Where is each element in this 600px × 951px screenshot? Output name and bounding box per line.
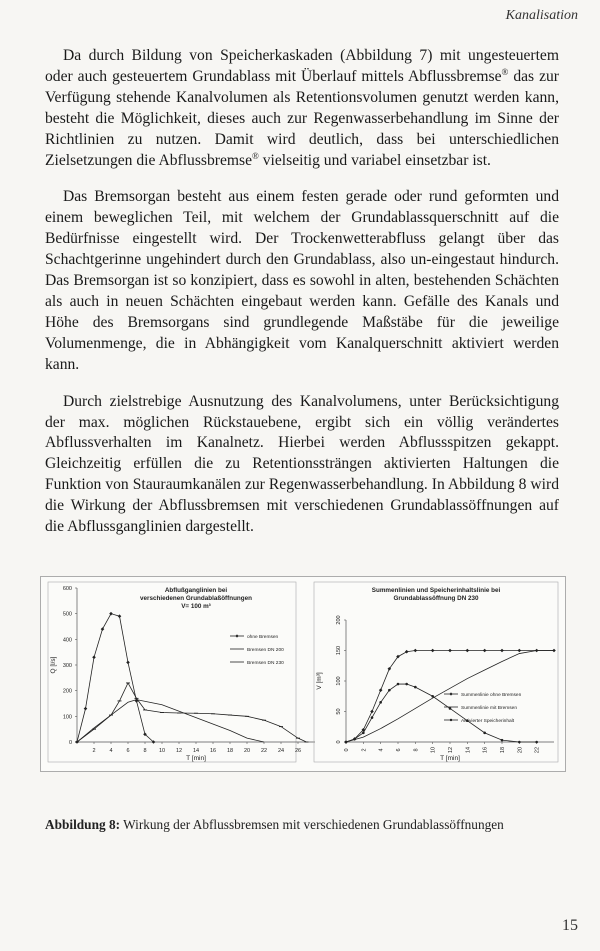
figure-8 (40, 576, 566, 772)
caption-label: Abbildung 8: (45, 817, 121, 832)
y-tick-label: 400 (62, 637, 72, 644)
y-tick-label: 300 (62, 663, 72, 669)
y-tick-label: 200 (336, 615, 342, 625)
data-point (388, 689, 391, 692)
paragraph-1-part-3: vielseitig und variabel einsetzbar ist. (258, 151, 491, 169)
x-tick-label: 12 (448, 746, 454, 754)
x-tick-label: 6 (396, 748, 402, 752)
x-tick-label: 14 (192, 748, 200, 754)
x-tick-label: 6 (126, 748, 130, 754)
y-axis-label: V [m³] (316, 672, 323, 690)
figure-caption (45, 817, 504, 833)
legend-label: Summenlinie ohne Bremsen (461, 693, 522, 698)
y-tick-label: 150 (336, 645, 342, 656)
x-tick-label: 20 (243, 748, 251, 754)
x-tick-label: 2 (92, 748, 96, 754)
y-tick-label: 600 (62, 586, 72, 592)
chart-subtitle: V= 100 m³ (181, 603, 211, 610)
x-axis-label: T [min] (186, 755, 206, 762)
legend-marker (450, 719, 452, 721)
paragraph-1-part-1: Da durch Bildung von Speicherkaskaden (Abbildung 7) mit ungesteuertem oder auch gesteuertem Grundablass mit Überlauf mittels Abflussbremse (45, 47, 559, 85)
data-point (405, 683, 408, 686)
data-point (535, 741, 538, 744)
legend-label: Summenlinie mit Bremsen (461, 706, 517, 711)
data-point (362, 732, 365, 735)
legend-label: Bremsen DN 230 (247, 661, 284, 666)
x-axis-label: T [min] (440, 755, 460, 762)
paragraph-3: Durch zielstrebige Ausnutzung des Kanalvolumens, unter Berücksichtigung der max. möglichen Rückstauebene, ergibt sich ein völlig verändertes Abflussverhalten im Kanalnetz. Hierbei werden Abflussspitzen gekappt. Gleichzeitig erfüllen die zu Retentionssträngen aktivierten Haltungen die Funktion von Stauraumkanälen zur Regenwasserbehandlung. In Abbildung 8 wird die Wirkung der Abflussbremsen mit verschiedenen Grundablassöffnungen auf die Abflussganglinien dargestellt. (45, 392, 559, 536)
x-tick-label: 2 (361, 748, 368, 752)
x-tick-label: 14 (465, 746, 472, 754)
chart-title: verschiedenen Grundablaßöffnungen (140, 595, 252, 602)
figure-8-charts (40, 576, 566, 772)
data-point (379, 701, 382, 704)
x-tick-label: 22 (260, 748, 268, 754)
x-tick-label: 10 (430, 746, 437, 754)
body-text (45, 46, 559, 554)
y-tick-label: 0 (336, 740, 342, 744)
chart-title: Abflußganglinien bei (164, 587, 228, 594)
legend-label: Aktivierter Speicherinhalt (461, 719, 515, 724)
running-header: Kanalisation (505, 8, 578, 23)
x-tick-label: 10 (158, 748, 166, 754)
data-point (501, 739, 504, 742)
x-tick-label: 0 (344, 748, 350, 752)
x-tick-label: 18 (500, 746, 506, 754)
data-point (345, 741, 348, 744)
caption-text: Wirkung der Abflussbremsen mit verschiedenen Grundablassöffnungen (120, 817, 504, 832)
y-tick-label: 50 (336, 708, 342, 715)
data-point (371, 716, 374, 719)
chart-title: Grundablassöffnung DN 230 (393, 595, 479, 602)
data-point (449, 707, 452, 710)
chart-title: Summenlinien und Speicherinhaltslinie bei (371, 587, 501, 594)
paragraph-2: Das Bremsorgan besteht aus einem festen gerade oder rund geformten und einem beweglichen Teil, mit welchem der Grundablassquerschnitt auf die Bedürfnisse eingestellt wird. Der Trockenwetterabfluss gelangt über das Schachtgerinne ungehindert durch den Grundablass, also un-eingestaut hindurch. Das Bremsorgan ist so konzipiert, dass es sowohl in alten, bestehenden Schächten als auch in neuen Schächten eingebaut werden kann. Gefälle des Kanals und Höhe des Bremsorgans sind grundlegende Maßstäbe für die jeweilige Volumenmenge, die in Abhängigkeit vom Kanalquerschnitt aktiviert werden kann. (45, 188, 559, 373)
y-tick-label: 100 (336, 676, 342, 686)
data-point (518, 741, 521, 744)
x-tick-label: 12 (175, 748, 183, 754)
x-tick-label: 8 (143, 748, 147, 754)
y-tick-label: 100 (62, 714, 72, 721)
paragraph-1 (45, 46, 559, 171)
page-number: 15 (562, 917, 578, 934)
x-tick-label: 4 (109, 748, 113, 754)
y-tick-label: 200 (62, 688, 72, 695)
x-tick-label: 20 (517, 746, 524, 754)
x-tick-label: 16 (482, 746, 489, 754)
data-point (483, 732, 486, 735)
data-point (353, 738, 356, 741)
x-tick-label: 8 (413, 748, 420, 752)
x-tick-label: 4 (378, 748, 385, 752)
y-axis-label: Q [l/s] (50, 656, 57, 674)
data-point (431, 695, 434, 698)
registered-mark: ® (252, 150, 259, 161)
data-point (414, 686, 417, 689)
data-point (397, 683, 400, 686)
x-tick-label: 18 (226, 748, 234, 754)
y-tick-label: 0 (68, 740, 72, 746)
legend-label: ohne Bremsen (247, 635, 279, 640)
x-tick-label: 22 (534, 746, 541, 754)
x-tick-label: 16 (209, 748, 217, 754)
registered-mark: ® (501, 66, 509, 77)
y-tick-label: 500 (62, 611, 72, 618)
x-tick-label: 24 (277, 748, 285, 754)
paragraph-1-part-2: das zur Verfügung stehende Kanalvolumen als Retentionsvolumen genutzt werden kann, besteht die Möglichkeit, dieses auch zur Regenwasserbehandlung im Sinne der Richtlinien zu nutzen. Damit wird deutlich, dass bei unterschiedlichen Zielsetzungen die Abflussbremse (45, 67, 559, 169)
x-tick-label: 26 (294, 748, 302, 754)
legend-label: Bremsen DN 200 (247, 648, 284, 653)
